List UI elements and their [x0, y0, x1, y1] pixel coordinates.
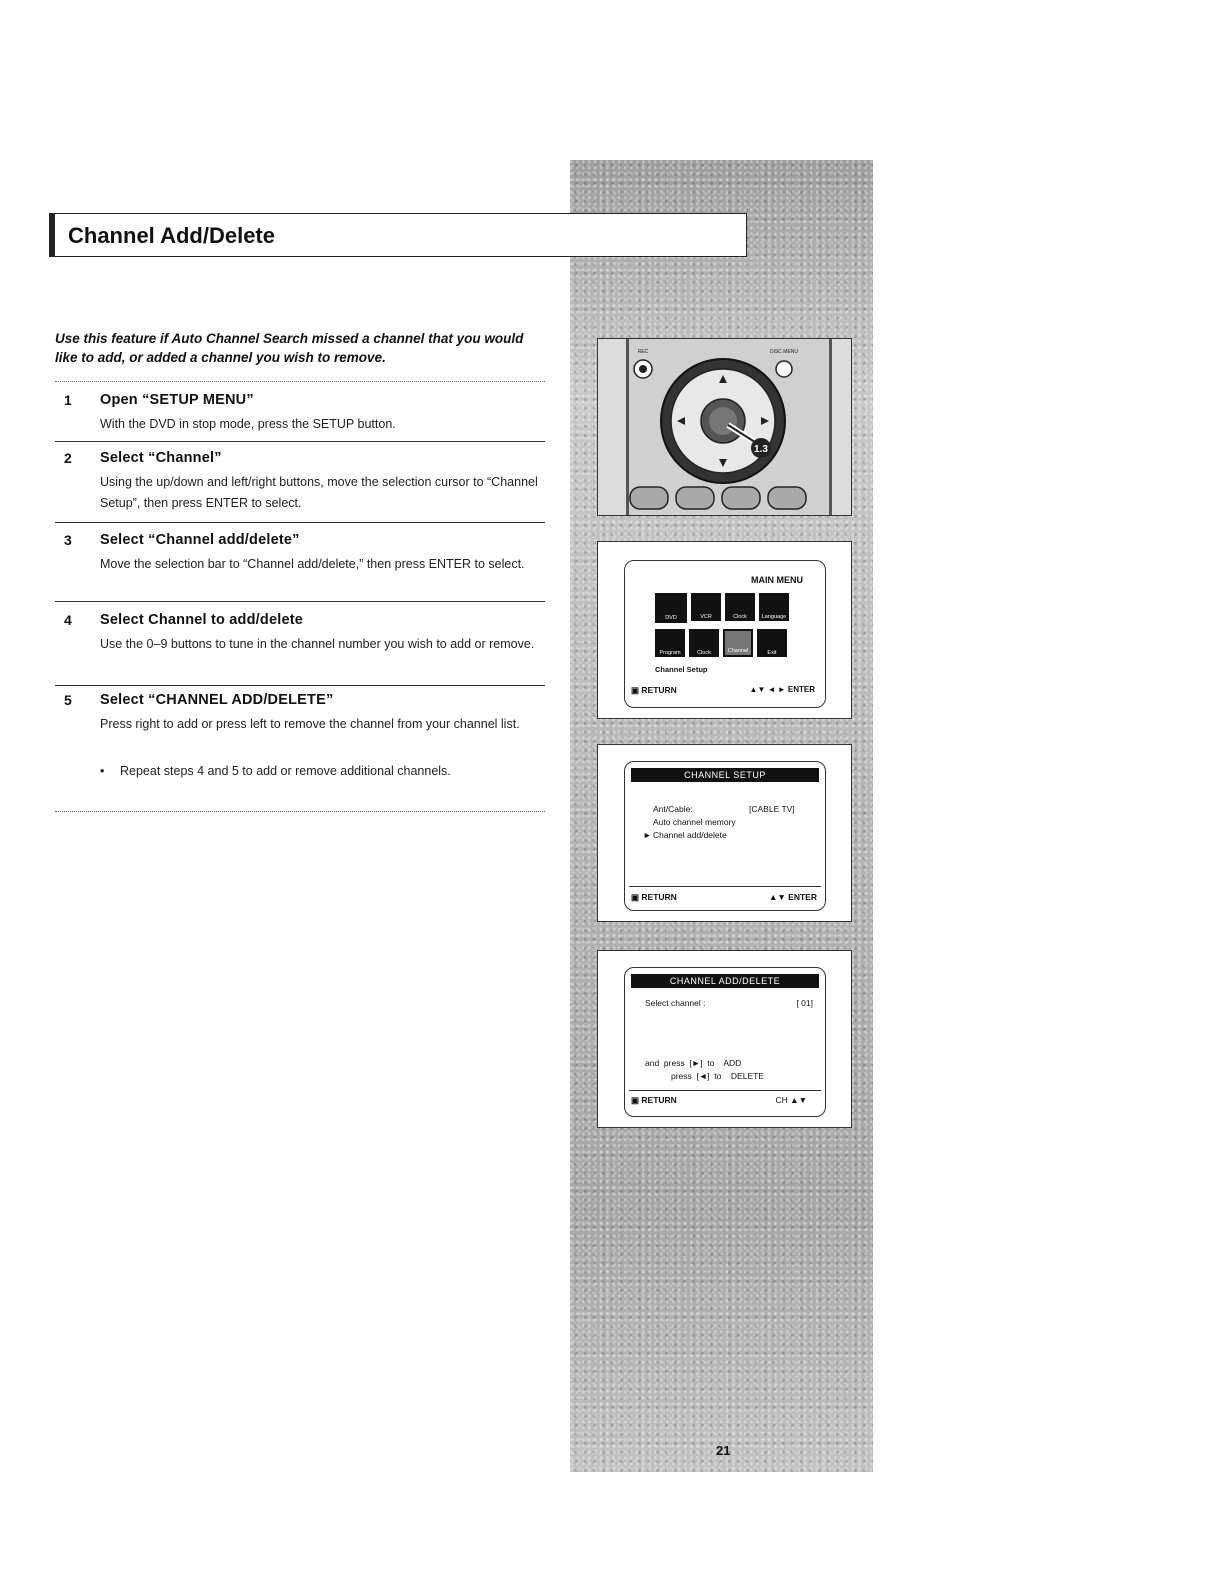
step-title: Select “CHANNEL ADD/DELETE” — [100, 692, 334, 708]
step-number: 5 — [64, 692, 72, 708]
rec-label: REC — [637, 349, 649, 355]
title-box — [49, 213, 747, 257]
disc-menu-button-icon — [776, 361, 792, 377]
program-icon: Program — [655, 629, 685, 657]
channel-setup-screen — [624, 761, 826, 911]
channel-setup-icon: Channel — [723, 629, 753, 657]
disc-menu-label: DISC MENU — [769, 349, 799, 355]
select-channel-label: Select channel : — [645, 998, 706, 1008]
selection-arrow-icon: ► — [643, 830, 652, 840]
bullet-icon: • — [100, 764, 105, 778]
return-hint: ▣ RETURN — [631, 685, 677, 695]
ant-cable-value: [CABLE TV] — [749, 804, 795, 814]
channel-setup-panel — [597, 744, 852, 922]
channel-add-delete-title: CHANNEL ADD/DELETE — [631, 974, 819, 988]
delete-instruction: press [◄] to DELETE — [671, 1071, 764, 1081]
channel-add-delete-item: Channel add/delete — [653, 830, 727, 840]
selected-item-label: Channel Setup — [655, 665, 708, 674]
main-menu-icon-grid — [655, 593, 791, 657]
language-icon: Language — [759, 593, 789, 621]
ant-cable-label: Ant/Cable: — [653, 804, 693, 814]
remote-control-panel — [597, 338, 852, 516]
step-number: 4 — [64, 612, 72, 628]
step-bullet — [100, 764, 545, 778]
dvd-icon: DVD — [655, 593, 687, 623]
channel-add-delete-screen — [624, 967, 826, 1117]
step-title: Open “SETUP MENU” — [100, 392, 254, 408]
page-number: 21 — [716, 1443, 731, 1458]
vcr-icon: VCR — [691, 593, 721, 621]
step-body: Use the 0–9 buttons to tune in the channel number you wish to add or remove. — [100, 637, 535, 651]
return-icon: ▣ — [631, 1095, 640, 1105]
step-body: With the DVD in stop mode, press the SETUP button. — [100, 417, 396, 431]
divider — [629, 1090, 821, 1091]
step-body: Press right to add or press left to remove the channel from your channel list. — [100, 717, 520, 731]
channel-add-delete-panel — [597, 950, 852, 1128]
auto-channel-memory-item: Auto channel memory — [653, 817, 736, 827]
clock-icon: Clock — [725, 593, 755, 621]
bullet-text: Repeat steps 4 and 5 to add or remove additional channels. — [120, 764, 451, 778]
divider — [55, 381, 545, 382]
step-number: 1 — [64, 392, 72, 408]
step-title: Select “Channel add/delete” — [100, 532, 300, 548]
step-body: Using the up/down and left/right buttons, move the selection cursor to “Channel Setup”, then press ENTER to select. — [100, 475, 538, 510]
return-icon: ▣ — [631, 685, 640, 695]
channel-hint: CH ▲▼ — [775, 1095, 807, 1105]
enter-hint: ▲▼ ◄ ► ENTER — [749, 685, 815, 694]
enter-hint: ▲▼ ENTER — [769, 892, 817, 902]
channel-setup-title: CHANNEL SETUP — [631, 768, 819, 782]
divider — [55, 601, 545, 602]
divider — [55, 811, 545, 812]
return-hint: ▣ RETURN — [631, 1095, 677, 1105]
callout-text: 1.3 — [754, 444, 768, 455]
divider — [629, 886, 821, 887]
divider — [55, 685, 545, 686]
step-number: 2 — [64, 450, 72, 466]
page-title: Channel Add/Delete — [68, 223, 275, 248]
divider — [55, 441, 545, 442]
main-menu-screen — [624, 560, 826, 708]
main-menu-title: MAIN MENU — [751, 575, 803, 585]
main-menu-panel — [597, 541, 852, 719]
step-body: Move the selection bar to “Channel add/delete,” then press ENTER to select. — [100, 557, 525, 571]
select-channel-value: [ 01] — [796, 998, 813, 1008]
step-number: 3 — [64, 532, 72, 548]
timer-icon: Clock — [689, 629, 719, 657]
exit-icon: Exit — [757, 629, 787, 657]
return-icon: ▣ — [631, 892, 640, 902]
add-instruction: and press [►] to ADD — [645, 1058, 742, 1068]
intro-text: Use this feature if Auto Channel Search missed a channel that you would like to add, or added a channel you wish to remove. — [55, 331, 524, 365]
return-hint: ▣ RETURN — [631, 892, 677, 902]
remote-illustration — [598, 339, 850, 515]
step-title: Select “Channel” — [100, 450, 222, 466]
divider — [55, 522, 545, 523]
step-title: Select Channel to add/delete — [100, 612, 304, 628]
